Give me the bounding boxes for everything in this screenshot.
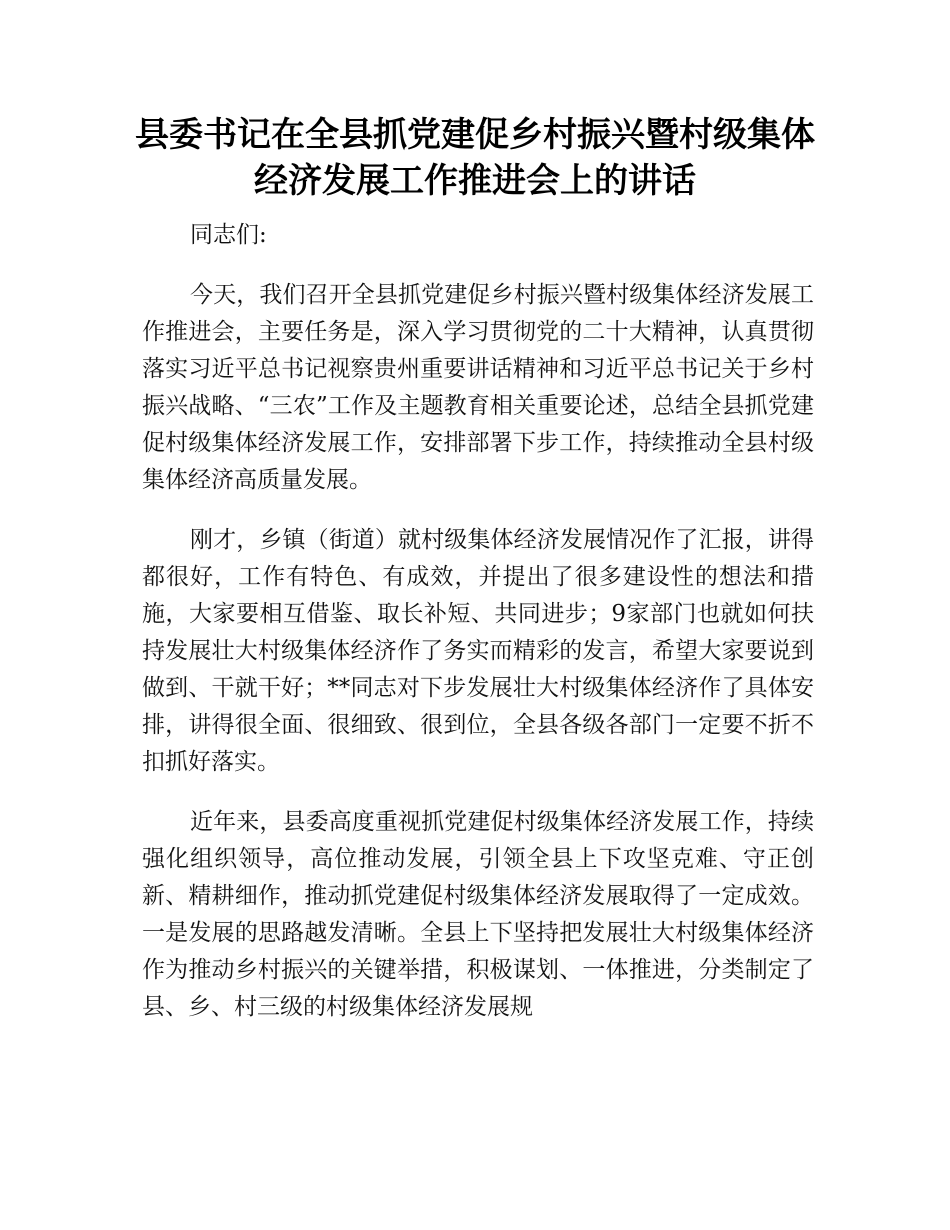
document-body	[142, 217, 814, 1026]
paragraph-2: 刚才，乡镇（街道）就村级集体经济发展情况作了汇报，讲得都很好，工作有特色、有成效，并提出了很多建设性的想法和措施，大家要相互借鉴、取长补短、共同进步；9家部门也就如何扶持发展壮大村级集体经济作了务实而精彩的发言，希望大家要说到做到、干就干好；**同志对下步发展壮大村级集体经济作了具体安排，讲得很全面、很细致、很到位，全县各级各部门一定要不折不扣抓好落实。	[142, 527, 814, 775]
document-title	[120, 112, 830, 204]
title-line-1: 县委书记在全县抓党建促乡村振兴暨村级集体	[135, 115, 815, 155]
title-line-2: 经济发展工作推进会上的讲话	[254, 161, 696, 201]
paragraph-1: 今天，我们召开全县抓党建促乡村振兴暨村级集体经济发展工作推进会，主要任务是，深入学习贯彻党的二十大精神，认真贯彻落实习近平总书记视察贵州重要讲话精神和习近平总书记关于乡村振兴战略、“三农”工作及主题教育相关重要论述，总结全县抓党建促村级集体经济发展工作，安排部署下步工作，持续推动全县村级集体经济高质量发展。	[142, 282, 814, 493]
salutation: 同志们:	[190, 222, 267, 248]
paragraph-3: 近年来，县委高度重视抓党建促村级集体经济发展工作，持续强化组织领导，高位推动发展，引领全县上下攻坚克难、守正创新、精耕细作，推动抓党建促村级集体经济发展取得了一定成效。一是发展的思路越发清晰。全县上下坚持把发展壮大村级集体经济作为推动乡村振兴的关键举措，积极谋划、一体推进，分类制定了县、乡、村三级的村级集体经济发展规	[142, 809, 814, 1020]
